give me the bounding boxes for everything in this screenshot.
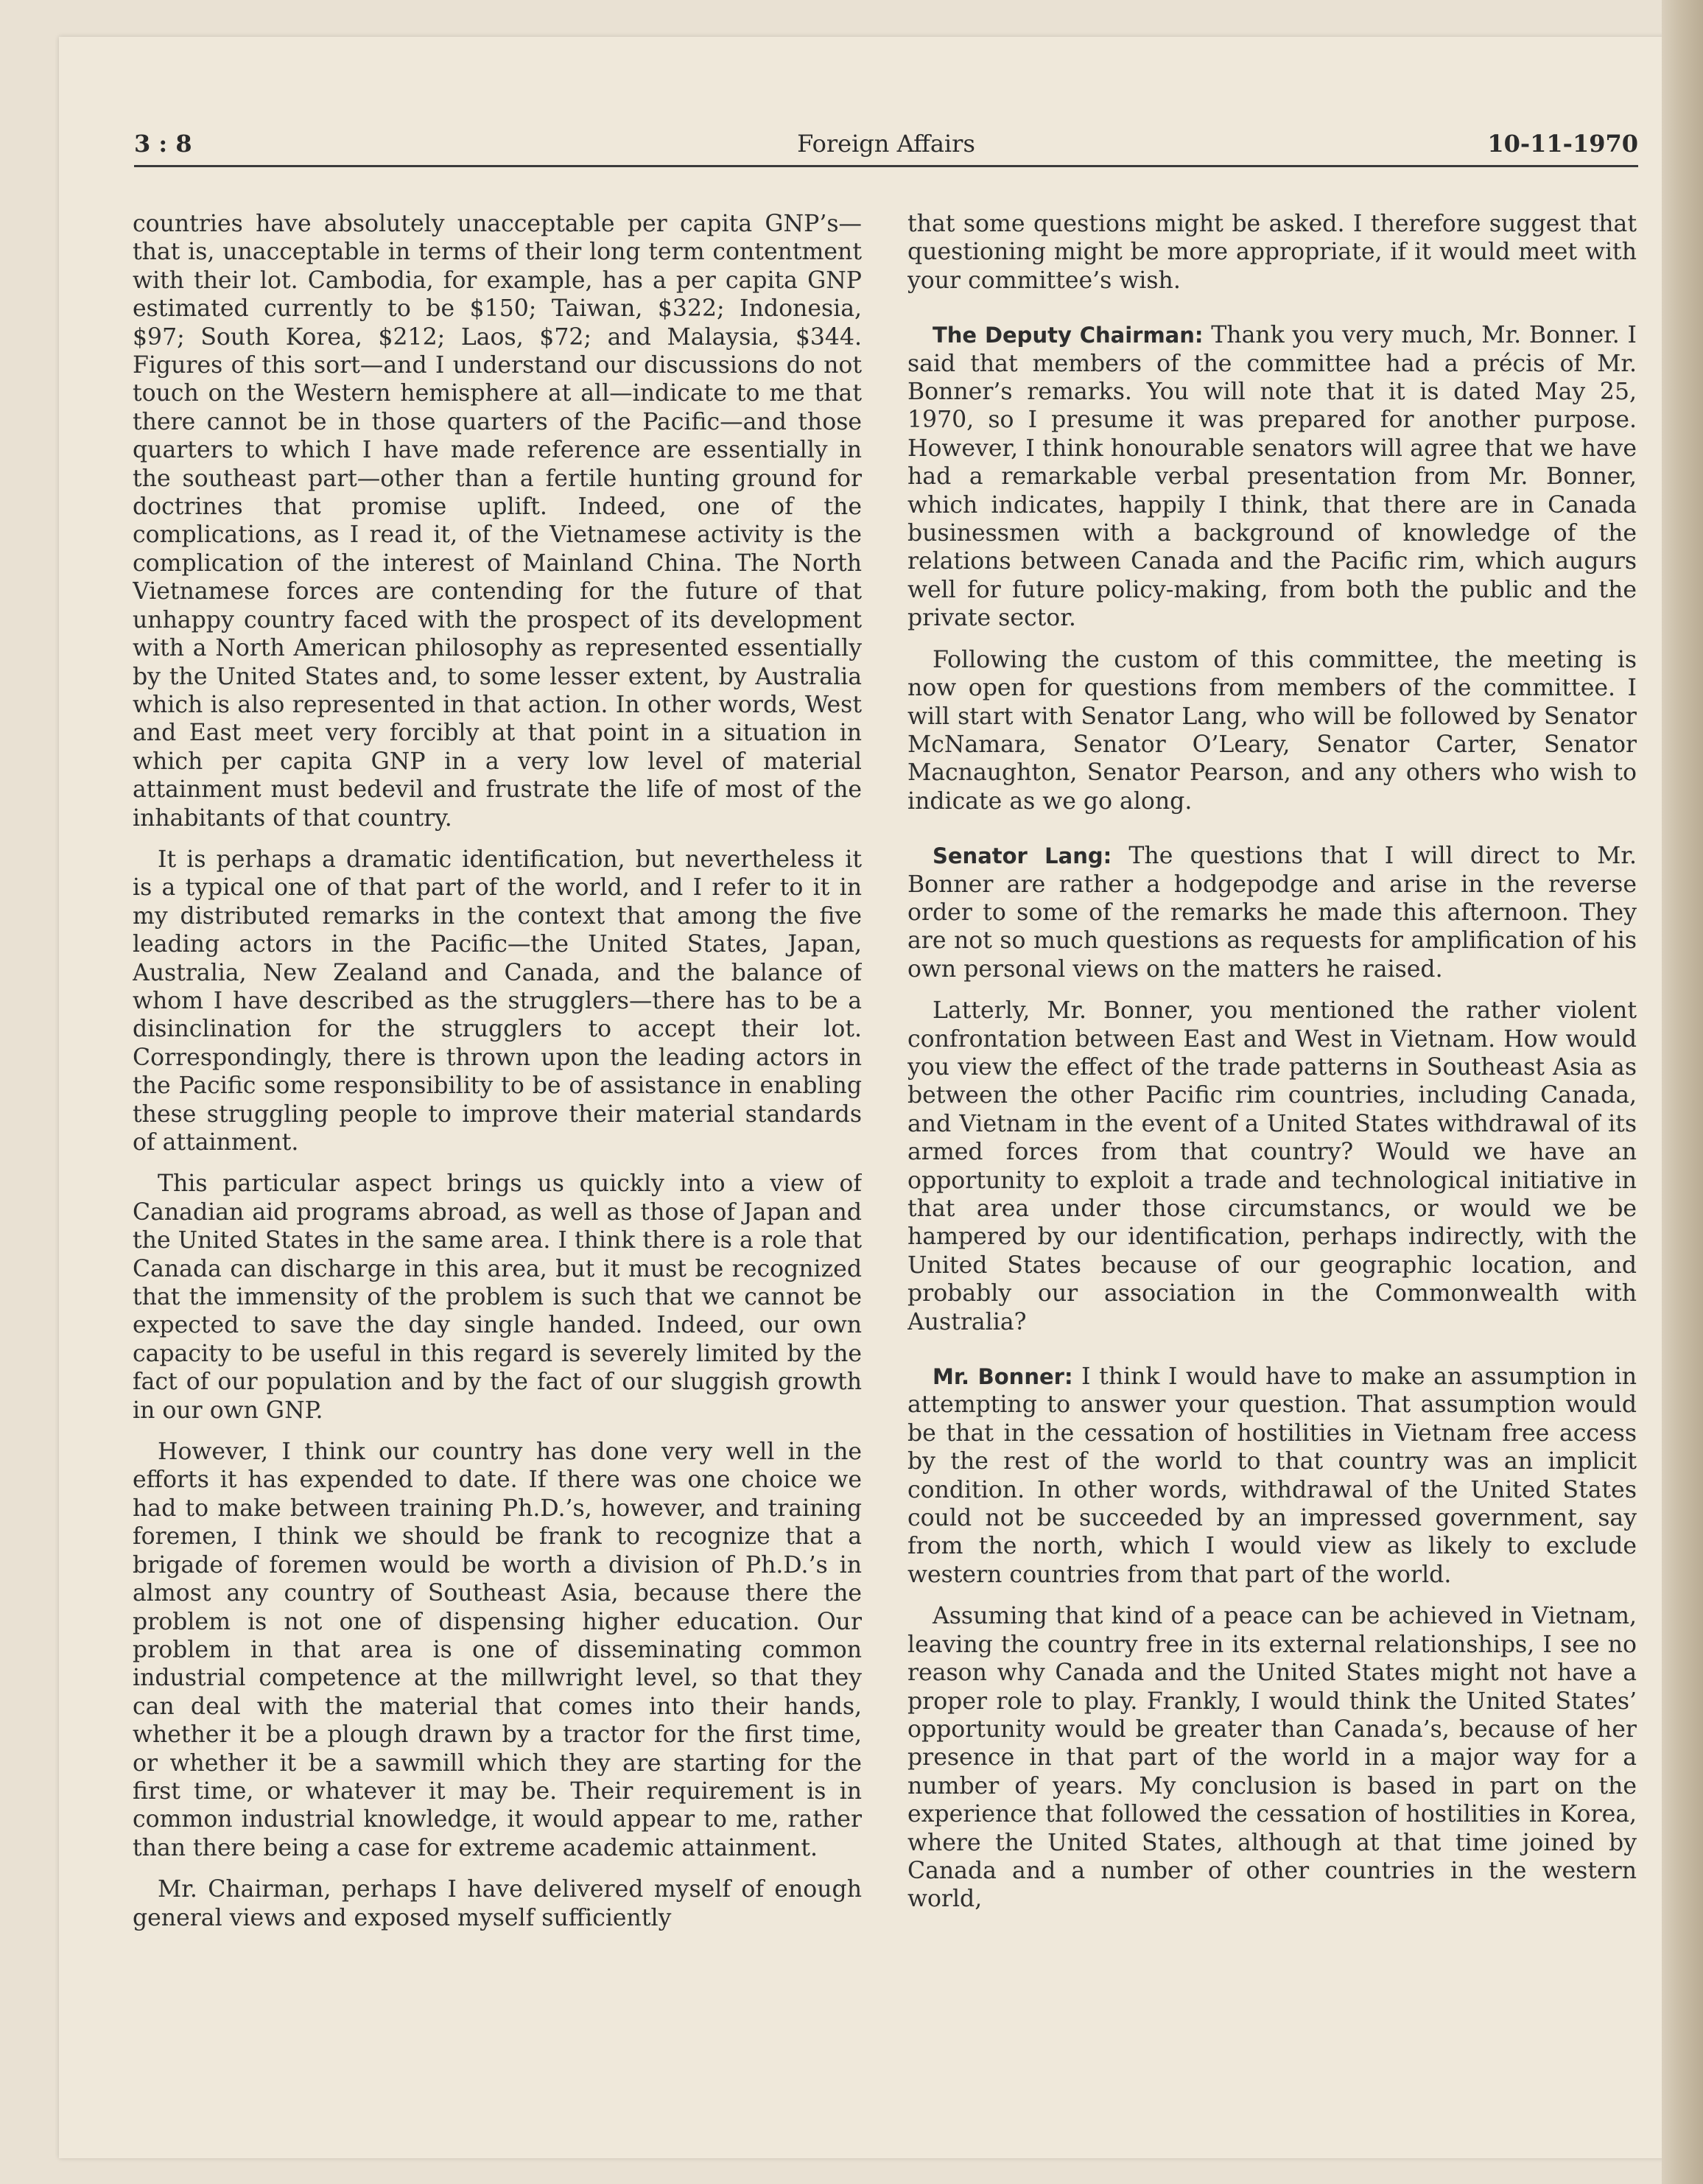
paragraph: Latterly, Mr. Bonner, you mentioned the rather violent confrontation between East and West in Vietnam. How would you view the effect of the trade patterns in Southeast Asia as between the other Pacific rim countries, including Canada, and Vietnam in the event of a United States withdrawal of its armed forces from that country? Would we have an opportunity to exploit a trade and technological initiative in that area under those circumstancs, or would we be hampered by our identification, perhaps indirectly, with the United States because of our geographic location, and probably our association in the Commonwealth with Australia? — [907, 997, 1637, 1335]
paragraph: countries have absolutely unacceptable per capita GNP’s—that is, unacceptable in terms of their long term contentment with their lot. Cambodia, for example, has a per capita GNP estimated currently to be $150; Taiwan, $322; Indonesia, $97; South Korea, $212; Laos, $72; and Malaysia, $344. Figures of this sort—and I understand our discussions do not touch on the Western hemisphere at all—indicate to me that there cannot be in those quarters of the Pacific—and those quarters to which I have made reference are essentially in the southeast part—other than a fertile hunting ground for doctrines that promise uplift. Indeed, one of the complications, as I read it, of the Vietnamese activity is the complication of the interest of Mainland China. The North Vietnamese forces are contending for the future of that unhappy country faced with the prospect of its development with a North American philosophy as represented essentially by the United States and, to some lesser extent, by Australia which is also represented in that action. In other words, West and East meet very forcibly at that point in a situation in which per capita GNP in a very low level of material attainment must bedevil and frustrate the life of most of the inhabitants of that country. — [133, 211, 862, 832]
paragraph: Following the custom of this committee, the meeting is now open for questions from members of the committee. I will start with Senator Lang, who will be followed by Senator McNamara, Senator O’Leary, Senator Carter, Senator Macnaughton, Senator Pearson, and any others who wish to indicate as we go along. — [907, 646, 1637, 815]
speech-paragraph — [907, 842, 1637, 983]
right-column — [907, 210, 1637, 1978]
running-header — [134, 124, 1638, 167]
paragraph: However, I think our country has done very well in the efforts it has expended to date. If there was one choice we had to make between training Ph.D.’s, however, and training foremen, I think we should be frank to recognize that a brigade of foremen would be worth a division of Ph.D.’s in almost any country of Southeast Asia, because there the problem is not one of dispensing higher education. Our problem in that area is one of disseminating common industrial competence at the millwright level, so that they can deal with the material that comes into their hands, whether it be a plough drawn by a tractor for the first time, or whether it be a sawmill which they are starting for the first time, or whatever it may be. Their requirement is in common industrial knowledge, it would appear to me, rather than there being a case for extreme academic attainment. — [133, 1439, 862, 1861]
speech-text: I think I would have to make an assumption in attempting to answer your question. That assumption would be that in the cessation of hostilities in Vietnam free access by the rest of the world to that country was an implicit condition. In other words, withdrawal of the United States could not be succeeded by an impressed government, say from the north, which I would view as likely to exclude western countries from that part of the world. — [907, 1363, 1637, 1588]
paragraph: Mr. Chairman, perhaps I have delivered myself of enough general views and exposed myself sufficiently — [133, 1876, 862, 1931]
page-number: 3 : 8 — [134, 130, 192, 158]
paragraph: This particular aspect brings us quickly into a view of Canadian aid programs abroad, as well as those of Japan and the United States in the same area. I think there is a role that Canada can discharge in this area, but it must be recognized that the immensity of the problem is such that we cannot be expected to save the day single handed. Indeed, our own capacity to be useful in this regard is severely limited by the fact of our population and by the fact of our sluggish growth in our own GNP. — [133, 1170, 862, 1424]
speaker-name: Mr. Bonner: — [933, 1364, 1073, 1390]
page-edge — [1662, 0, 1703, 2184]
speaker-name: Senator Lang: — [933, 843, 1112, 869]
left-column — [133, 210, 862, 1978]
speech-text: The questions that I will direct to Mr. Bonner are rather a hodgepodge and arise in the reverse order to some of the remarks he made this afternoon. They are not so much questions as requests for amplification of his own personal views on the matters he raised. — [907, 843, 1637, 983]
paragraph: Assuming that kind of a peace can be achieved in Vietnam, leaving the country free in its external relationships, I see no reason why Canada and the United States might not have a proper role to play. Frankly, I would think the United States’ opportunity would be greater than Canada’s, because of her presence in that part of the world in a major way for a number of years. My conclusion is based in part on the experience that followed the cessation of hostilities in Korea, where the United States, although at that time joined by Canada and a number of other countries in the western world, — [907, 1603, 1637, 1913]
paragraph: that some questions might be asked. I therefore suggest that questioning might be more appropriate, if it would meet with your committee’s wish. — [907, 211, 1637, 294]
speech-paragraph — [907, 1363, 1637, 1589]
header-date: 10-11-1970 — [1487, 130, 1638, 158]
speech-text: Thank you very much, Mr. Bonner. I said that members of the committee had a précis of Mr. Bonner’s remarks. You will note that it is dated May 25, 1970, so I presume it was prepared for another purpose. However, I think honourable senators will agree that we have had a remarkable verbal presentation from Mr. Bonner, which indicates, happily I think, that there are in Canada businessmen with a background of knowledge of the relations between Canada and the Pacific rim, which augurs well for future policy-making, from both the public and the private sector. — [907, 322, 1637, 632]
publication-title: Foreign Affairs — [797, 130, 975, 158]
speech-paragraph — [907, 321, 1637, 632]
speaker-name: The Deputy Chairman: — [933, 323, 1204, 348]
paragraph: It is perhaps a dramatic identification, but nevertheless it is a typical one of that part of the world, and I refer to it in my distributed remarks in the context that among the five leading actors in the Pacific—the United States, Japan, Australia, New Zealand and Canada, and the balance of whom I have described as the strugglers—there has to be a disinclination for the strugglers to accept their lot. Correspondingly, there is thrown upon the leading actors in the Pacific some responsibility to be of assistance in enabling these struggling people to improve their material standards of attainment. — [133, 846, 862, 1156]
